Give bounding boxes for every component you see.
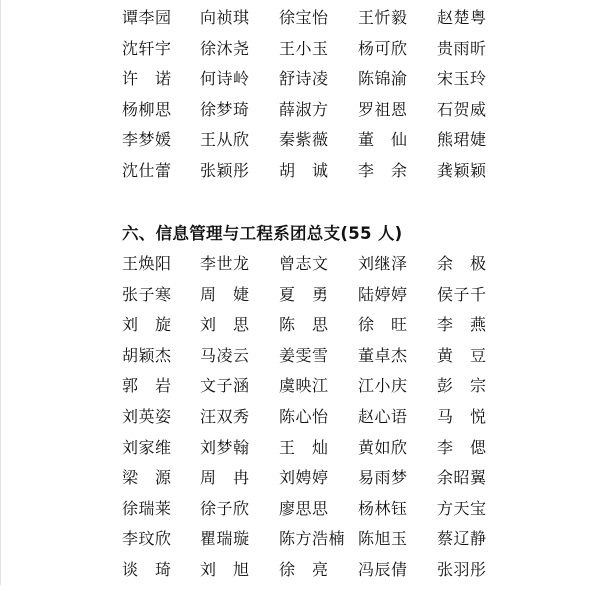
name-row [122,376,502,407]
member-name: 熊珺婕 [437,130,487,150]
member-name: 张颖彤 [200,160,250,180]
member-name: 梁 源 [122,468,172,488]
member-name: 何诗岭 [200,69,250,89]
name-row [122,468,502,499]
member-name: 秦紫薇 [279,130,329,150]
member-name: 沈轩宇 [122,38,172,58]
member-name: 汪双秀 [200,406,250,426]
member-name: 谭李园 [122,8,172,27]
member-name: 董 仙 [358,130,408,150]
member-name: 石贺威 [437,99,487,119]
member-name: 张子寒 [122,284,172,304]
member-name: 董卓杰 [358,345,408,365]
member-name: 徐子欣 [200,498,250,518]
name-row [122,285,502,316]
member-name: 徐瑞莱 [122,498,172,518]
name-row [122,560,502,591]
page-edge-divider [0,0,1,585]
name-row [122,100,502,131]
member-name: 沈仕蕾 [122,160,172,180]
member-name: 刘 思 [200,315,250,335]
member-name: 王忻毅 [358,8,408,27]
member-name: 向祯琪 [200,8,250,27]
member-name: 马凌云 [200,345,250,365]
member-name: 刘继泽 [358,254,408,273]
member-name: 廖思思 [279,498,329,518]
member-name: 李 偲 [437,437,487,457]
member-name: 冯辰倩 [358,559,408,579]
member-name: 王从欣 [200,130,250,150]
member-name: 李 余 [358,160,408,180]
member-name: 文子涵 [200,376,250,396]
member-name: 陈锦渝 [358,69,408,89]
member-name: 罗祖恩 [358,99,408,119]
member-name: 刘英姿 [122,406,172,426]
member-name: 杨柳思 [122,99,172,119]
member-name: 瞿瑞璇 [200,529,250,549]
member-name: 王焕阳 [122,254,172,273]
member-name: 侯子千 [437,284,487,304]
member-name: 余 极 [437,254,487,273]
member-name: 虞映江 [279,376,329,396]
member-name: 刘娉婷 [279,468,329,488]
member-name: 杨可欣 [358,38,408,58]
name-row [122,39,502,70]
name-row [122,130,502,161]
member-name: 陆婷婷 [358,284,408,304]
name-row [122,407,502,438]
member-name: 贵雨昕 [437,38,487,58]
member-name: 王 灿 [279,437,329,457]
member-name: 郭 岩 [122,376,172,396]
name-row [122,346,502,377]
previous-section-name-grid [122,8,502,192]
member-name: 赵楚粤 [437,8,487,27]
member-name: 宋玉玲 [437,69,487,89]
name-row [122,438,502,469]
member-name: 李世龙 [200,254,250,273]
member-name: 陈旭玉 [358,529,408,549]
member-name: 龚颖颖 [437,160,487,180]
member-name: 周 冉 [200,468,250,488]
member-name: 徐梦琦 [200,99,250,119]
member-name: 舒诗凌 [279,69,329,89]
name-row [122,69,502,100]
section-heading: 六、信息管理与工程系团总支(55 人) [122,224,403,243]
member-name: 彭 宗 [437,376,487,396]
member-name: 许 诺 [122,69,172,89]
member-name: 刘家维 [122,437,172,457]
member-name: 杨林钰 [358,498,408,518]
name-row [122,254,502,285]
member-name: 徐 旺 [358,315,408,335]
member-name: 江小庆 [358,376,408,396]
member-name: 马 悦 [437,406,487,426]
member-name: 黄 豆 [437,345,487,365]
member-name: 薛淑方 [279,99,329,119]
name-row [122,315,502,346]
member-name: 赵心语 [358,406,408,426]
member-name: 李 燕 [437,315,487,335]
member-name: 徐沐尧 [200,38,250,58]
member-name: 徐 亮 [279,559,329,579]
name-row [122,8,502,39]
member-name: 李玟欣 [122,529,172,549]
member-name: 陈方浩楠 [279,529,346,549]
member-name: 周 婕 [200,284,250,304]
member-name: 方天宝 [437,498,487,518]
member-name: 蔡辽静 [437,529,487,549]
member-name: 刘 旋 [122,315,172,335]
member-name: 张羽彤 [437,559,487,579]
member-name: 夏 勇 [279,284,329,304]
name-row [122,529,502,560]
member-name: 胡颖杰 [122,345,172,365]
member-name: 徐宝怡 [279,8,329,27]
name-row [122,161,502,192]
member-name: 易雨梦 [358,468,408,488]
member-name: 余昭翼 [437,468,487,488]
member-name: 曾志文 [279,254,329,273]
section-six-name-grid [122,254,502,591]
member-name: 王小玉 [279,38,329,58]
member-name: 刘梦翰 [200,437,250,457]
member-name: 刘 旭 [200,559,250,579]
member-name: 姜雯雪 [279,345,329,365]
member-name: 陈心怡 [279,406,329,426]
member-name: 陈 思 [279,315,329,335]
member-name: 胡 诚 [279,160,329,180]
member-name: 李梦媛 [122,130,172,150]
member-name: 黄如欣 [358,437,408,457]
name-row [122,499,502,530]
member-name: 谈 琦 [122,559,172,579]
